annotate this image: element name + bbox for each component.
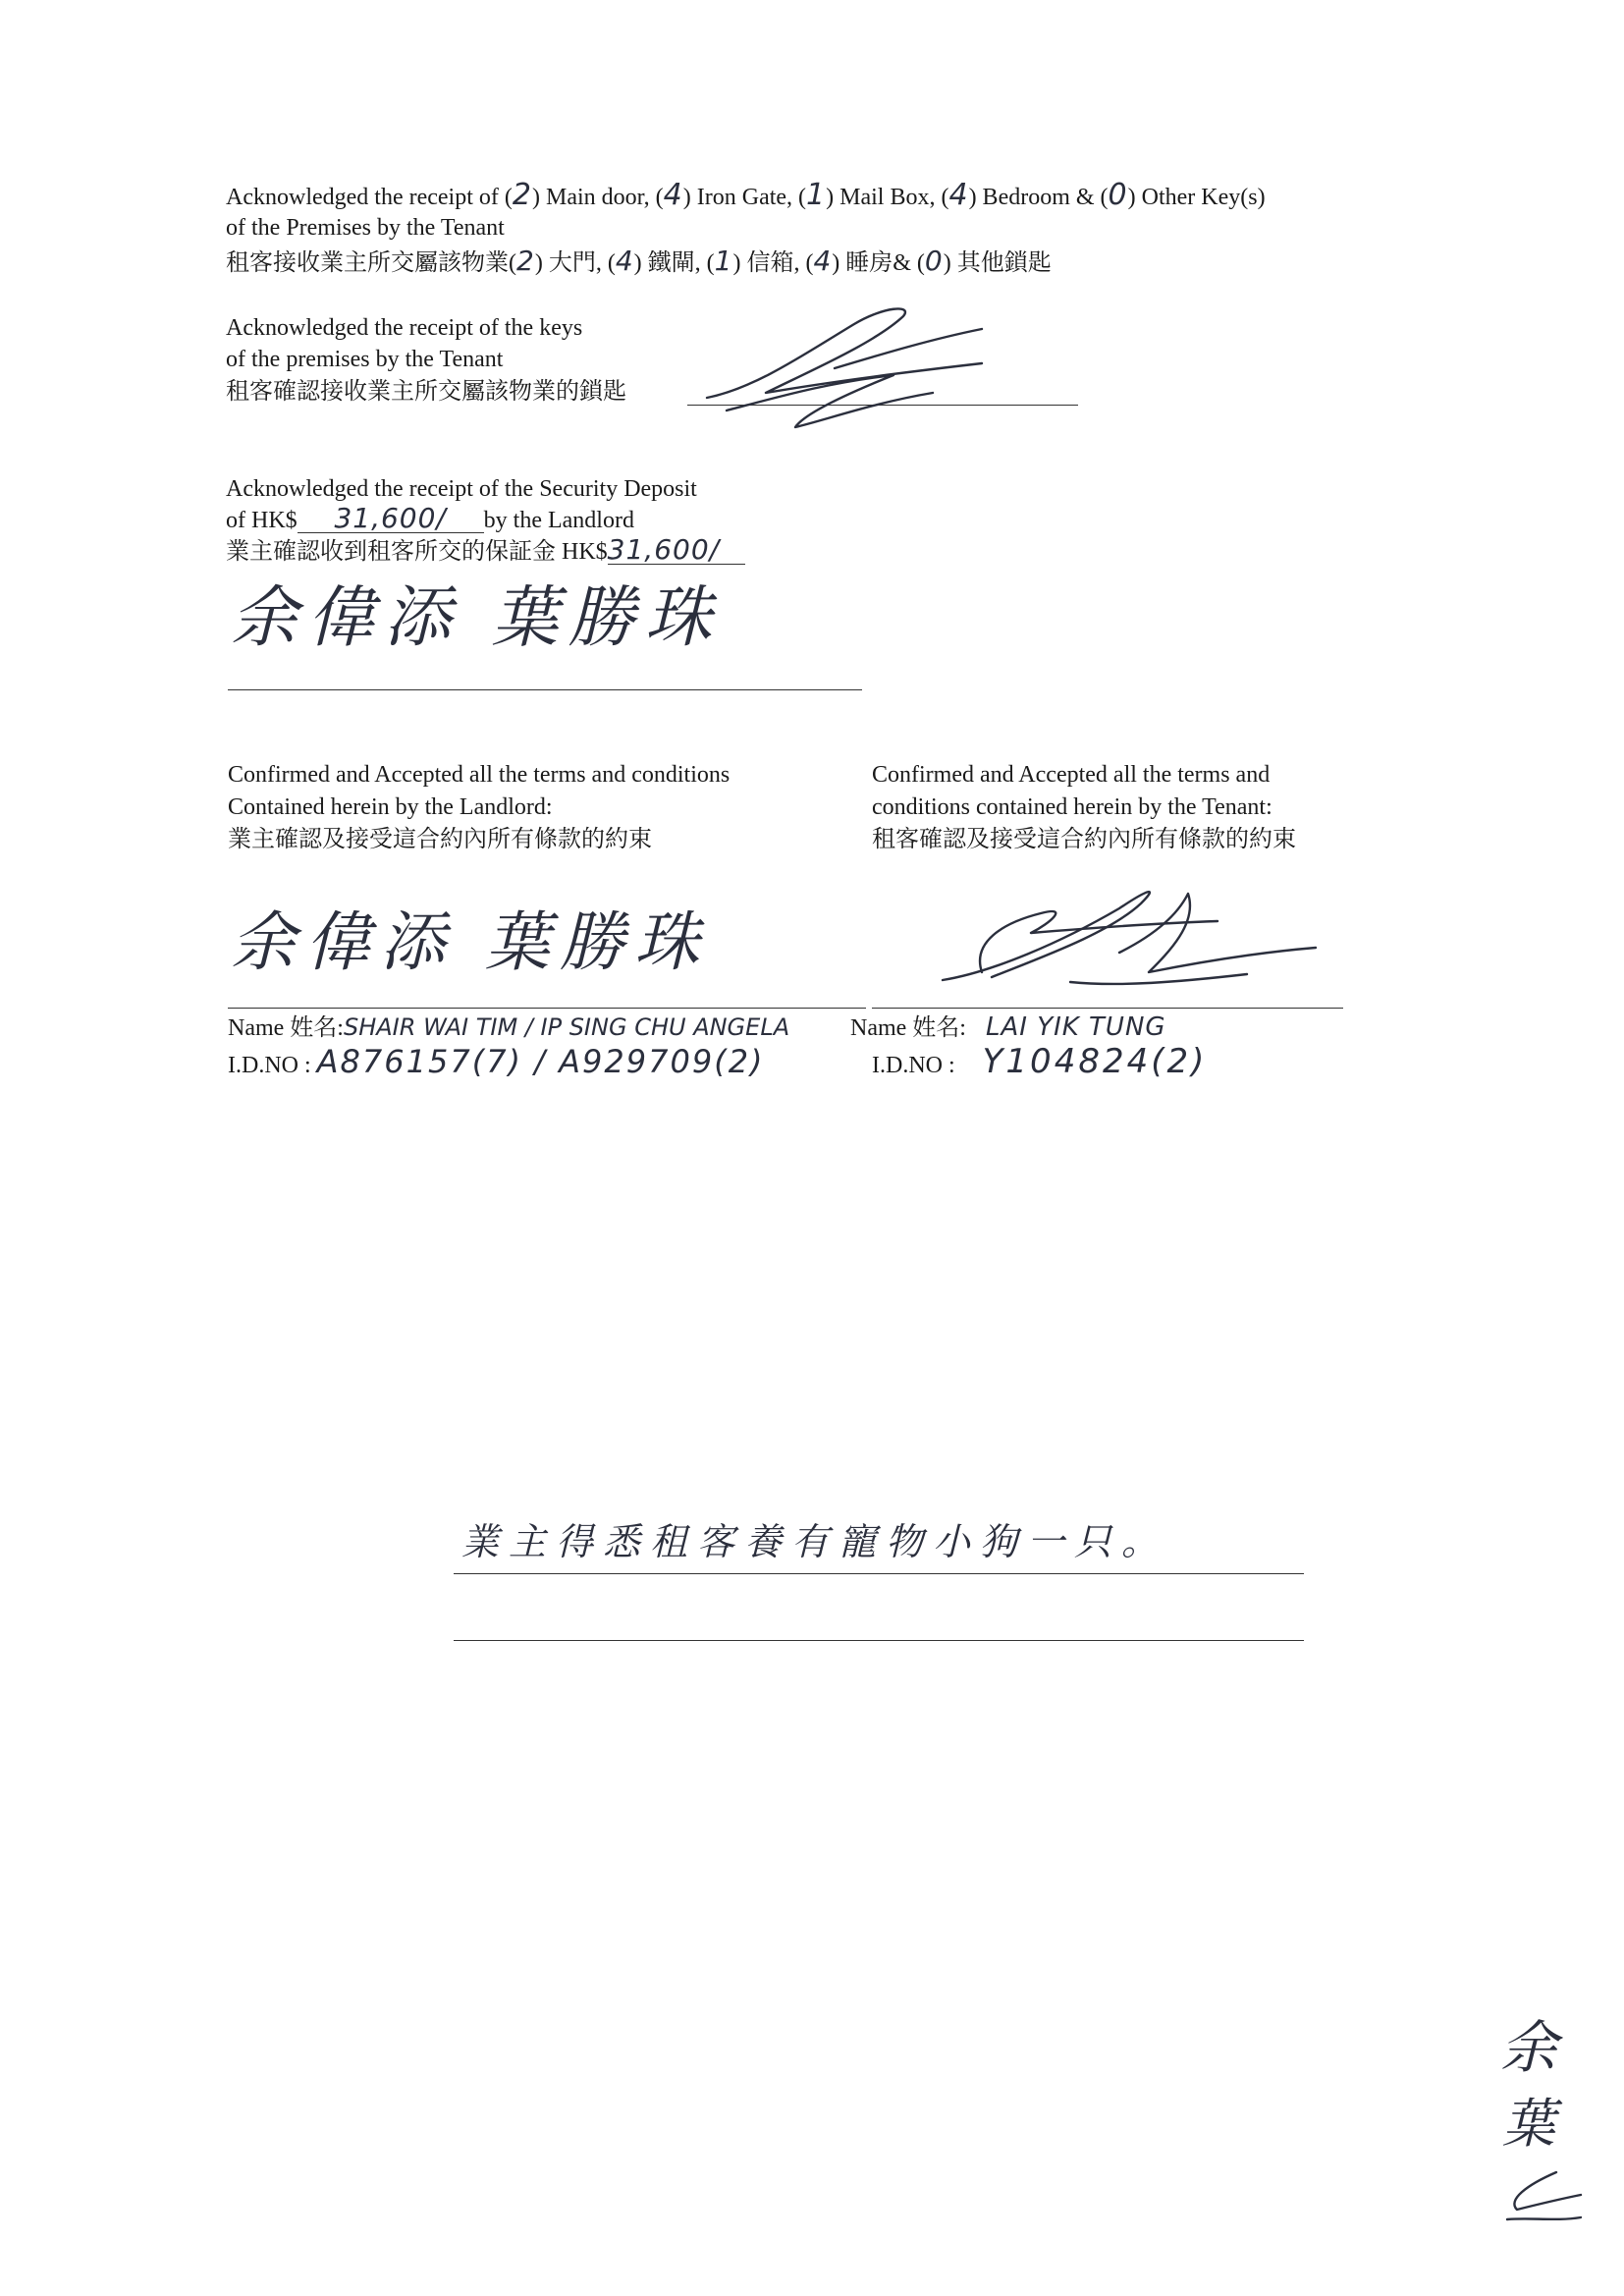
tenant-confirm-line-3: 租客確認及接受這合約內所有條款的約束 bbox=[872, 827, 1296, 852]
keys-text-f: ) Other Key(s) bbox=[1127, 185, 1266, 210]
keys-zh-c: ) 鐵閘, ( bbox=[633, 250, 715, 276]
keys-receipt-line-2: of the Premises by the Tenant bbox=[226, 215, 505, 241]
remark-line-2 bbox=[454, 1640, 1304, 1641]
tenant-confirm-line-2: conditions contained herein by the Tenant: bbox=[872, 794, 1272, 820]
tenant-confirm-line-1: Confirmed and Accepted all the terms and bbox=[872, 762, 1271, 788]
keys-receipt-line-1 bbox=[226, 180, 1266, 213]
deposit-suffix: by the Landlord bbox=[483, 508, 634, 533]
remark-line-1 bbox=[454, 1573, 1304, 1574]
keys-zh-b: ) 大門, ( bbox=[534, 250, 616, 276]
keys-zh-a: 租客接收業主所交屬該物業( bbox=[226, 250, 516, 276]
deposit-amount-zh: 31,600/ bbox=[608, 536, 745, 565]
margin-initial-top: 余 bbox=[1500, 2014, 1559, 2081]
iron-gate-count-zh: 4 bbox=[615, 245, 634, 277]
deposit-line-3 bbox=[226, 533, 745, 568]
deposit-amount: 31,600/ bbox=[298, 505, 484, 533]
keys-text-d: ) Mail Box, ( bbox=[826, 185, 949, 210]
landlord-name-row bbox=[228, 1011, 789, 1044]
other-key-count-zh: 0 bbox=[924, 245, 944, 277]
main-door-count: 2 bbox=[512, 178, 532, 212]
tenant-id-value: Y104824(2) bbox=[982, 1042, 1208, 1081]
landlord-signature-line bbox=[228, 1008, 866, 1009]
landlord-signature: 余偉添 葉勝珠 bbox=[231, 904, 709, 980]
landlord-confirm-line-3: 業主確認及接受這合約內所有條款的約束 bbox=[228, 827, 652, 852]
keys-receipt-line-zh bbox=[226, 246, 1052, 279]
bedroom-count-zh: 4 bbox=[813, 245, 833, 277]
deposit-signature-line bbox=[228, 689, 862, 690]
bedroom-count: 4 bbox=[948, 178, 969, 212]
tenant-name-value: LAI YIK TUNG bbox=[985, 1012, 1166, 1042]
tenant-name-row bbox=[850, 1011, 1166, 1044]
other-key-count: 0 bbox=[1108, 178, 1128, 212]
keys-text-e: ) Bedroom & ( bbox=[968, 185, 1109, 210]
landlord-name-value: SHAIR WAI TIM / IP SING CHU ANGELA bbox=[343, 1013, 790, 1041]
tenant-signature-line bbox=[872, 1008, 1343, 1009]
landlord-name-label: Name 姓名: bbox=[228, 1015, 344, 1041]
keys-text-c: ) Iron Gate, ( bbox=[682, 185, 807, 210]
deposit-zh-text: 業主確認收到租客所交的保証金 HK$ bbox=[226, 539, 608, 565]
iron-gate-count: 4 bbox=[663, 178, 683, 212]
keys-text-b: ) Main door, ( bbox=[531, 185, 664, 210]
landlord-confirm-line-2: Contained herein by the Landlord: bbox=[228, 794, 553, 820]
tenant-id-label: I.D.NO : bbox=[872, 1053, 955, 1078]
landlord-id-value: A876157(7) / A929709(2) bbox=[316, 1043, 765, 1080]
keys-zh-d: ) 信箱, ( bbox=[732, 250, 814, 276]
margin-initial-signature bbox=[1488, 2160, 1596, 2239]
landlord-id-row bbox=[228, 1043, 765, 1081]
keys-zh-e: ) 睡房& ( bbox=[832, 250, 925, 276]
landlord-confirm-line-1: Confirmed and Accepted all the terms and conditions bbox=[228, 762, 731, 788]
tenant-keys-signature bbox=[687, 295, 1041, 442]
tenant-name-label: Name 姓名: bbox=[850, 1015, 966, 1041]
keys-ack-line-1: Acknowledged the receipt of the keys bbox=[226, 315, 583, 341]
landlord-id-label: I.D.NO : bbox=[228, 1053, 311, 1078]
deposit-prefix: of HK$ bbox=[226, 508, 298, 533]
tenant-id-row bbox=[872, 1042, 1208, 1081]
deposit-line-1: Acknowledged the receipt of the Security Deposit bbox=[226, 476, 697, 502]
margin-initial-middle: 葉 bbox=[1502, 2093, 1556, 2155]
remark-line-1-text: 業主得悉租客養有寵物小狗一只。 bbox=[461, 1520, 1169, 1563]
keys-text-a: Acknowledged the receipt of ( bbox=[226, 185, 513, 210]
keys-zh-f: ) 其他鎖匙 bbox=[943, 250, 1052, 276]
keys-ack-line-3: 租客確認接收業主所交屬該物業的鎖匙 bbox=[226, 379, 626, 405]
mail-box-count-zh: 1 bbox=[714, 245, 733, 277]
deposit-line-2 bbox=[226, 502, 634, 536]
keys-ack-line-2: of the premises by the Tenant bbox=[226, 347, 504, 372]
mail-box-count: 1 bbox=[806, 178, 827, 212]
deposit-landlord-signature: 余偉添 葉勝珠 bbox=[231, 579, 722, 657]
main-door-count-zh: 2 bbox=[516, 245, 535, 277]
tenant-signature bbox=[923, 864, 1335, 1021]
